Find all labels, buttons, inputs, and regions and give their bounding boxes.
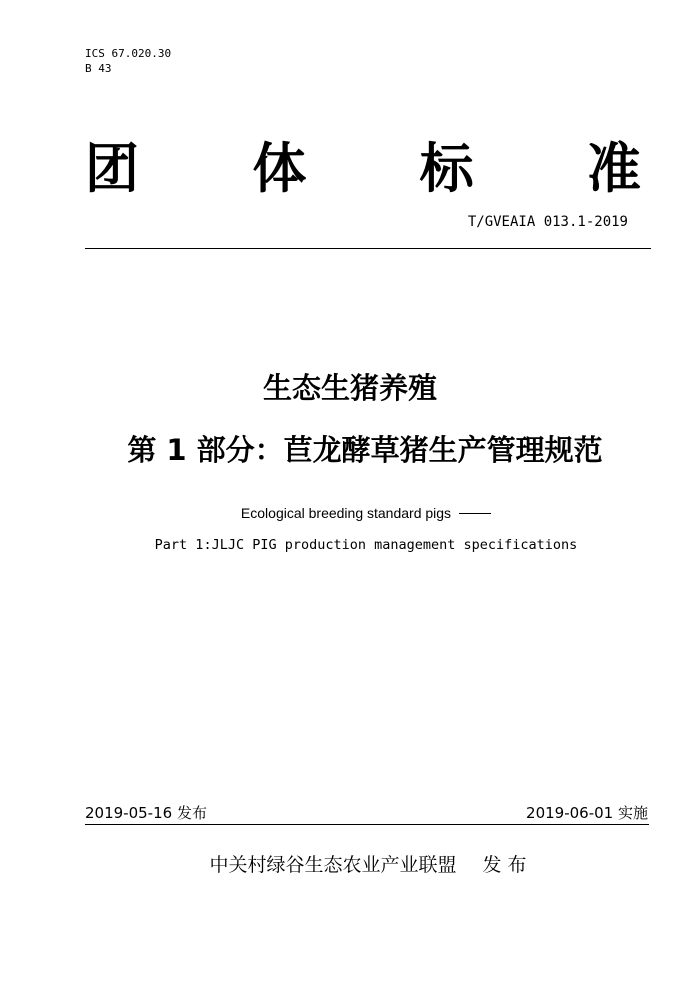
- english-title-line1: [0, 503, 700, 523]
- doc-type-char: 体: [252, 137, 307, 200]
- publisher-action: 发 布: [482, 854, 527, 876]
- title-main: 生态生猪养殖: [262, 371, 437, 405]
- doc-type-char: 标: [419, 137, 474, 200]
- bottom-divider: [85, 824, 649, 825]
- em-dash-line: [459, 513, 491, 514]
- classification-codes: [85, 46, 171, 76]
- top-divider: [85, 248, 651, 249]
- publish-date: 2019-05-16 发布: [85, 804, 207, 822]
- ccs-code: B 43: [85, 62, 112, 75]
- doc-type-char: 准: [586, 137, 641, 200]
- document-type-heading: [85, 136, 641, 202]
- english-title-text: Ecological breeding standard pigs: [240, 505, 452, 521]
- title-part: 第 1 部分：苣龙酵草猪生产管理规范: [127, 433, 603, 467]
- ics-code: ICS 67.020.30: [85, 47, 172, 60]
- doc-type-char: 团: [85, 137, 139, 200]
- english-title-line2: Part 1:JLJC PIG production management specifications: [154, 537, 578, 553]
- implement-date: 2019-06-01 实施: [526, 804, 648, 822]
- publisher-name: 中关村绿谷生态农业产业联盟: [209, 854, 457, 876]
- standard-number: T/GVEAIA 013.1-2019: [467, 214, 628, 230]
- publisher-line: [0, 852, 700, 878]
